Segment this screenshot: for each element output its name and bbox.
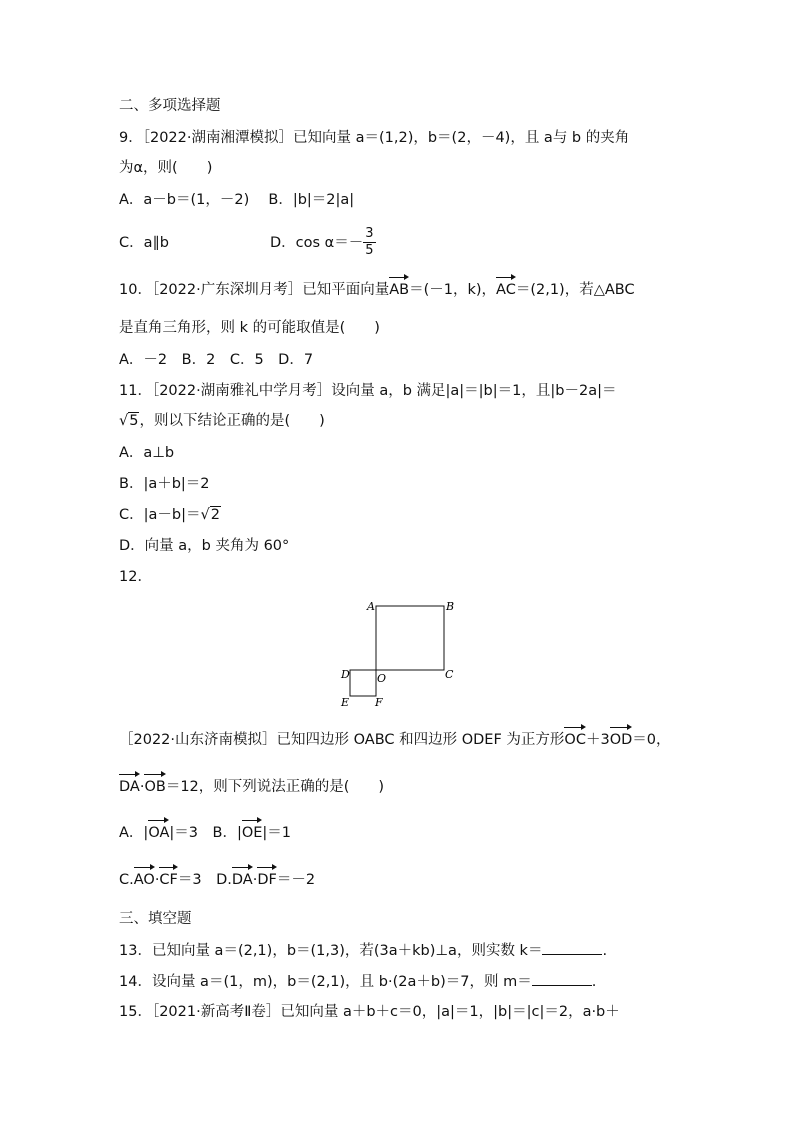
q10-line1: 10．［2022·广东深圳月考］已知平面向量AB＝(－1，k)，AC＝(2,1)，若△ABC bbox=[119, 282, 635, 298]
q12-line1: ［2022·山东济南模拟］已知四边形 OABC 和四边形 ODEF 为正方形OC＋3OD＝0， bbox=[119, 732, 671, 748]
q11-option-c: C．|a－b|＝√2 bbox=[119, 507, 220, 523]
label-a: A bbox=[367, 600, 375, 613]
vector-da: DA bbox=[231, 872, 253, 888]
q10-line2: 是直角三角形，则 k 的可能取值是( ) bbox=[119, 320, 380, 336]
square-oabc bbox=[376, 606, 444, 670]
squares-figure bbox=[335, 596, 465, 710]
q11-option-d: D．向量 a，b 夹角为 60° bbox=[119, 538, 290, 554]
vector-ab: AB bbox=[389, 282, 410, 298]
vector-oe: OE bbox=[241, 825, 263, 841]
square-odef bbox=[350, 670, 376, 696]
section-3-title: 三、填空题 bbox=[119, 911, 192, 927]
vector-cf: CF bbox=[159, 872, 178, 888]
sqrt: √2 bbox=[200, 507, 220, 523]
q9-options-ab: A．a－b＝(1，－2) B．|b|＝2|a| bbox=[119, 192, 355, 208]
q11-line1: 11．［2022·湖南雅礼中学月考］设向量 a，b 满足|a|＝|b|＝1，且|b－2a|＝ bbox=[119, 383, 617, 399]
q9-options-cd bbox=[119, 226, 376, 259]
q9-option-c: C．a∥b bbox=[119, 234, 169, 251]
vector-da: DA bbox=[119, 779, 140, 795]
vector-ob: OB bbox=[144, 779, 166, 795]
question-15: 15．［2021·新高考Ⅱ卷］已知向量 a＋b＋c＝0，|a|＝1，|b|＝|c|＝2，a·b＋ bbox=[119, 1004, 620, 1020]
vector-oa: OA bbox=[148, 825, 170, 841]
vector-ao: AO bbox=[133, 872, 155, 888]
vector-oc: OC bbox=[564, 732, 586, 748]
vector-df: DF bbox=[257, 872, 277, 888]
vector-od: OD bbox=[609, 732, 633, 748]
sqrt: √5 bbox=[119, 413, 139, 429]
label-c: C bbox=[445, 668, 454, 681]
q12-number: 12． bbox=[119, 569, 152, 585]
q11-option-b: B．|a＋b|＝2 bbox=[119, 476, 210, 492]
label-e: E bbox=[341, 696, 350, 709]
answer-blank[interactable] bbox=[542, 940, 602, 955]
label-d: D bbox=[341, 668, 350, 681]
vector-ac: AC bbox=[496, 282, 516, 298]
question-14: 14．设向量 a＝(1，m)，b＝(2,1)，且 b·(2a＋b)＝7，则 m＝ . bbox=[119, 971, 596, 992]
q10-options: A．－2 B．2 C．5 D．7 bbox=[119, 352, 314, 368]
q9-option-d: D．cos α＝－ $\frac{3}{5}$ bbox=[270, 226, 374, 258]
q9-line1: 9．［2022·湖南湘潭模拟］已知向量 a＝(1,2)，b＝(2，－4)，且 a与 b 的夹角 bbox=[119, 130, 630, 146]
fraction: $\frac{3}{5}$ bbox=[365, 226, 374, 258]
label-b: B bbox=[446, 600, 455, 613]
label-o: O bbox=[377, 672, 387, 685]
answer-blank[interactable] bbox=[532, 971, 592, 986]
q12-line2: DA·OB＝12，则下列说法正确的是( ) bbox=[119, 779, 385, 795]
question-13: 13．已知向量 a＝(2,1)，b＝(1,3)，若(3a＋kb)⊥a，则实数 k＝ . bbox=[119, 940, 607, 961]
label-f: F bbox=[375, 696, 383, 709]
q9-line2: 为α，则( ) bbox=[119, 160, 213, 176]
q11-line2: √5，则以下结论正确的是( ) bbox=[119, 413, 325, 429]
section-2-title: 二、多项选择题 bbox=[119, 98, 221, 114]
q12-options-ab: A．|OA|＝3 B．|OE|＝1 bbox=[119, 825, 292, 841]
q12-options-cd: C.AO·CF＝3 D.DA·DF＝－2 bbox=[119, 872, 316, 888]
q11-option-a: A．a⊥b bbox=[119, 445, 175, 461]
